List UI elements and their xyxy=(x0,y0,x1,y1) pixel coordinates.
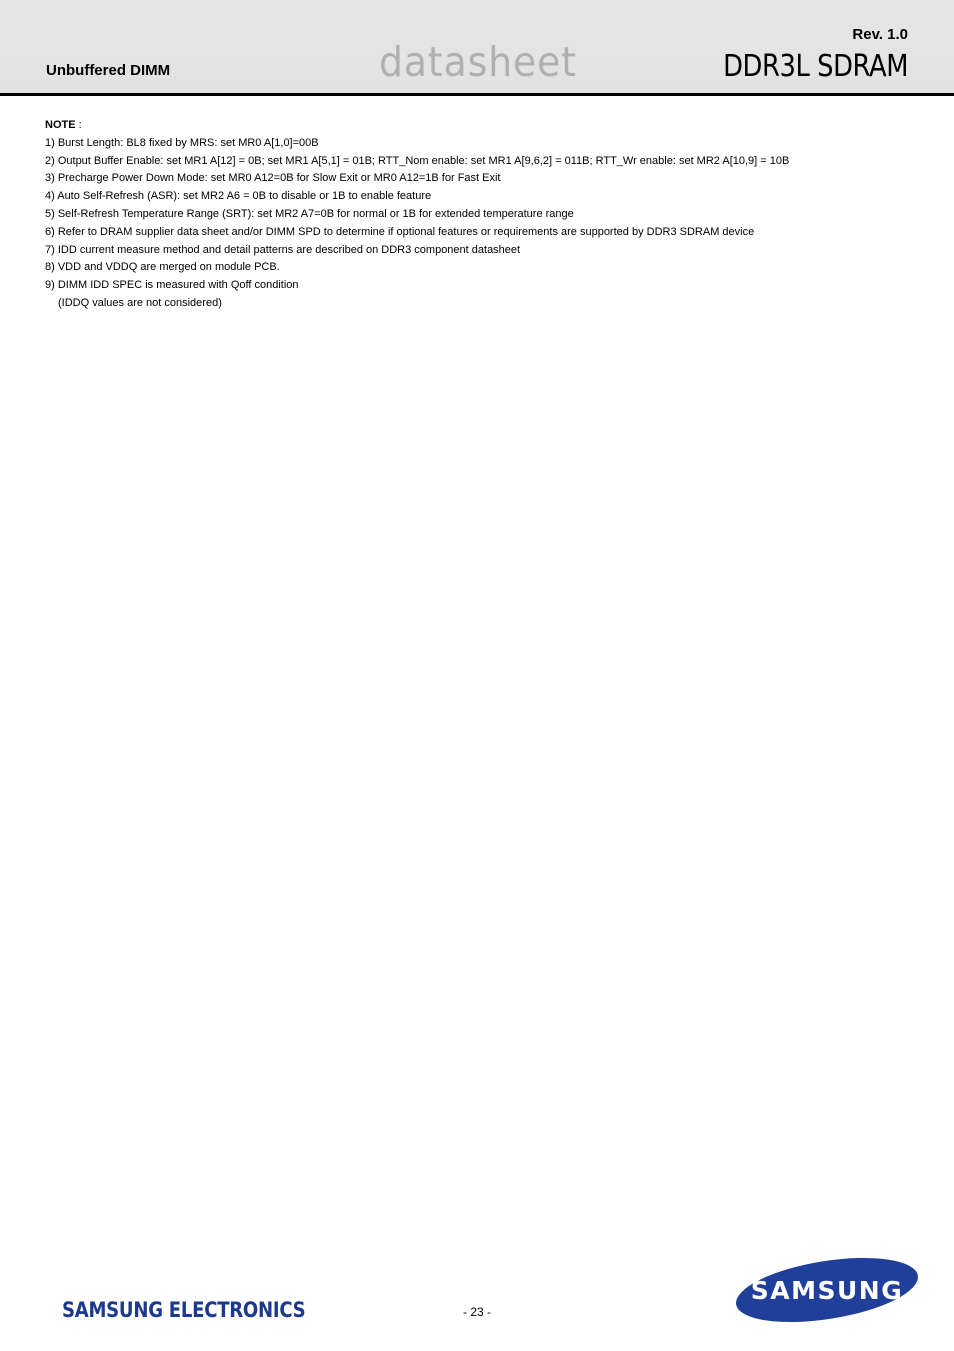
datasheet-watermark: datasheet xyxy=(379,38,578,86)
product-type: Unbuffered DIMM xyxy=(46,62,171,79)
note-item: 1) Burst Length: BL8 fixed by MRS: set MR0 A[1,0]=00B xyxy=(45,136,319,149)
note-item: 4) Auto Self-Refresh (ASR): set MR2 A6 = 0B to disable or 1B to enable feature xyxy=(45,190,432,203)
notes-heading-colon: : xyxy=(75,119,82,131)
note-item: 6) Refer to DRAM supplier data sheet and/or DIMM SPD to determine if optional features or requirements are supported by DDR3 SDRAM device xyxy=(45,225,755,238)
note-item: 8) VDD and VDDQ are merged on module PCB. xyxy=(45,261,280,274)
page-number: - 23 - xyxy=(462,1305,491,1319)
note-item: 3) Precharge Power Down Mode: set MR0 A12=0B for Slow Exit or MR0 A12=1B for Fast Exit xyxy=(45,172,501,185)
note-item-continuation: (IDDQ values are not considered) xyxy=(58,296,222,309)
note-item: 5) Self-Refresh Temperature Range (SRT): set MR2 A7=0B for normal or 1B for extended temperature range xyxy=(45,207,574,220)
notes-section xyxy=(45,117,915,313)
note-item: 2) Output Buffer Enable: set MR1 A[12] = 0B; set MR1 A[5,1] = 01B; RTT_Nom enable: set MR1 A[9,6,2] = 011B; RTT_Wr enable: set MR2 A[10,9] = 10B xyxy=(45,154,790,167)
page-header xyxy=(0,0,954,96)
samsung-logo-text: SAMSUNG xyxy=(750,1276,904,1305)
notes-heading xyxy=(45,117,915,135)
revision-label: Rev. 1.0 xyxy=(852,26,908,43)
document-title: DDR3L SDRAM xyxy=(723,49,908,84)
notes-heading-label: NOTE xyxy=(45,119,76,131)
note-item: 7) IDD current measure method and detail patterns are described on DDR3 component datasheet xyxy=(45,243,521,256)
note-item: 9) DIMM IDD SPEC is measured with Qoff condition xyxy=(45,279,299,292)
samsung-logo xyxy=(734,1257,920,1323)
samsung-electronics-wordmark: SAMSUNG ELECTRONICS xyxy=(62,1298,306,1322)
